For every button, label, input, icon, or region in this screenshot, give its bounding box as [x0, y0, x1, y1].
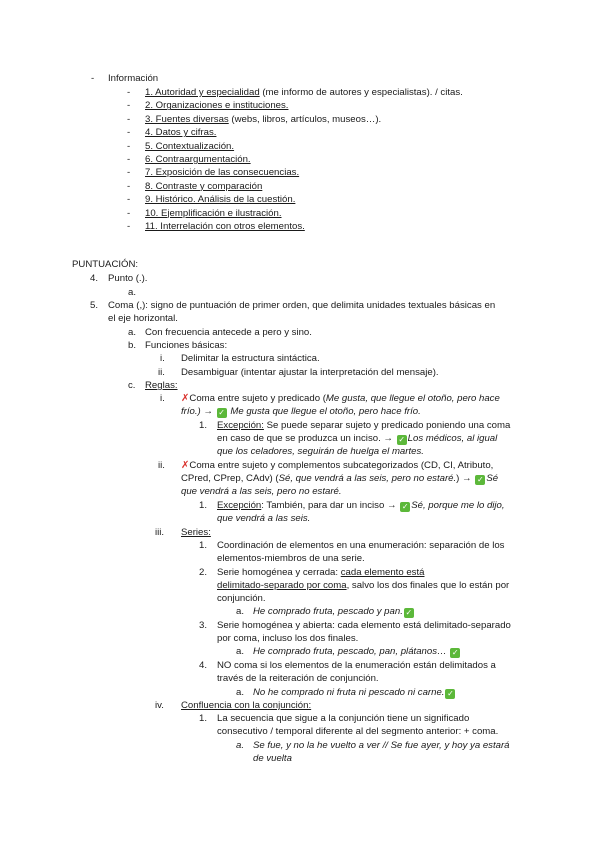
bullet-dash: -: [127, 180, 131, 192]
rule-i-exception-line2: en caso de que se produzca un inciso. → ✓ Los médicos, al igual: [217, 433, 498, 444]
list-marker: 1.: [199, 500, 208, 511]
bullet-dash: -: [127, 87, 131, 98]
item-b-i: Delimitar la estructura sintáctica.: [181, 353, 320, 364]
rule-ii-line2: CPred, CPrep, CAdv) (Sé, que vendrá a las seis, pero no estaré.) → ✓ Sé: [181, 473, 499, 484]
confluencia-1-line2: consecutivo / temporal diferente al del segmento anterior: + coma.: [217, 726, 499, 737]
info-item-link[interactable]: 2. Organizaciones e instituciones.: [145, 100, 289, 112]
check-mark-icon: ✓: [401, 502, 409, 511]
check-mark-icon: ✓: [447, 689, 454, 698]
rule-i-exception-line1: Excepción: Se puede separar sujeto y predicado poniendo una coma: [217, 420, 511, 431]
list-marker: i.: [160, 353, 165, 364]
list-marker: a.: [236, 606, 245, 617]
bullet-dash: -: [127, 140, 131, 152]
series-1-line1: Coordinación de elementos en una enumeración: separación de los: [217, 540, 505, 551]
info-list-item: [145, 113, 381, 126]
list-marker: 1.: [199, 713, 208, 724]
list-marker: ii.: [158, 367, 165, 378]
cross-mark-icon: ✗: [181, 393, 190, 404]
section-heading-puntuacion: PUNTUACIÓN:: [72, 259, 139, 270]
list-marker: 1.: [199, 420, 208, 431]
info-list-item: [145, 86, 463, 99]
bullet-dash: -: [127, 207, 131, 219]
rule-iv-confluencia: Confluencia con la conjunción:: [181, 700, 312, 711]
series-3-example: He comprado fruta, pescado, pan, plátanos… ✓: [253, 646, 459, 657]
bullet-dash: -: [127, 154, 131, 165]
item-coma-line2: el eje horizontal.: [108, 313, 178, 324]
check-mark-icon: ✓: [476, 475, 484, 484]
info-item-link[interactable]: 3. Fuentes diversas: [145, 113, 229, 125]
list-marker: a.: [236, 740, 245, 751]
rule-ii-line3: que vendrá a las seis, pero no estaré.: [181, 486, 342, 497]
list-marker: 2.: [199, 567, 208, 578]
list-marker: iii.: [155, 527, 165, 538]
info-list-item: [145, 140, 234, 153]
rule-ii-exception-line2: que vendrá a las seis.: [217, 513, 311, 524]
info-item-link[interactable]: 10. Ejemplificación e ilustración.: [145, 207, 282, 219]
series-2-example: He comprado fruta, pescado y pan. ✓: [253, 606, 413, 617]
check-mark-icon: ✓: [398, 435, 406, 444]
confluencia-1-line1: La secuencia que sigue a la conjunción tiene un significado: [217, 713, 470, 724]
info-item-note: (webs, libros, artículos, museos…).: [228, 113, 382, 125]
rule-i-line1: ✗Coma entre sujeto y predicado (Me gusta, que llegue el otoño, pero hace: [181, 393, 500, 404]
bullet-dash: -: [127, 100, 131, 112]
info-item-link[interactable]: 4. Datos y cifras.: [145, 127, 217, 139]
info-item-link[interactable]: 6. Contraargumentación.: [145, 154, 251, 165]
rule-iii-series: Series:: [181, 527, 211, 538]
info-list-item: [145, 193, 295, 206]
item-b-ii: Desambiguar (intentar ajustar la interpretación del mensaje).: [181, 367, 439, 378]
info-item-link[interactable]: 9. Histórico. Análisis de la cuestión.: [145, 194, 296, 206]
rule-ii-line1: ✗Coma entre sujeto y complementos subcategorizados (CD, CI, Atributo,: [181, 460, 494, 471]
series-1-line2: elementos-miembros de una serie.: [217, 553, 365, 564]
bullet-dash: -: [127, 113, 131, 125]
check-mark-icon: ✓: [405, 608, 413, 617]
check-mark-icon: ✓: [451, 648, 459, 657]
info-item-link[interactable]: 7. Exposición de las consecuencias.: [145, 167, 300, 179]
series-2-line3: conjunción.: [217, 593, 266, 604]
bullet-dash: -: [127, 194, 131, 206]
bullet-dash: -: [127, 127, 131, 139]
info-item-link[interactable]: 8. Contraste y comparación: [145, 180, 263, 192]
series-4-example: No he comprado ni fruta ni pescado ni carne. ✓: [253, 687, 454, 698]
list-marker: a.: [236, 687, 245, 698]
list-marker: 4.: [90, 273, 99, 284]
list-marker: i.: [160, 393, 165, 404]
list-marker: a.: [128, 287, 137, 298]
rule-i-line2: frío.) → ✓ Me gusta que llegue el otoño, pero hace frío.: [181, 406, 421, 417]
info-item-link[interactable]: 11. Interrelación con otros elementos.: [145, 221, 305, 232]
cross-mark-icon: ✗: [181, 460, 190, 471]
bullet-dash: -: [127, 221, 131, 232]
confluencia-1-example-line1: Se fue, y no la he vuelto a ver // Se fue ayer, y hoy ya estará: [253, 740, 510, 751]
list-marker: ii.: [158, 460, 165, 471]
list-marker: b.: [128, 340, 137, 351]
info-list-item: [145, 153, 251, 166]
bullet-dash: -: [91, 73, 95, 84]
list-marker: a.: [236, 646, 245, 657]
series-3-line2: por coma, incluso los dos finales.: [217, 633, 359, 644]
info-item-link[interactable]: 5. Contextualización.: [145, 140, 235, 152]
item-c-reglas: Reglas:: [145, 380, 178, 391]
list-marker: iv.: [155, 700, 164, 711]
item-b: Funciones básicas:: [145, 340, 228, 351]
item-punto: Punto (.).: [108, 273, 148, 284]
item-a: Con frecuencia antecede a pero y sino.: [145, 327, 312, 338]
info-item-link[interactable]: 1. Autoridad y especialidad: [145, 87, 260, 98]
check-mark-icon: ✓: [218, 408, 225, 417]
confluencia-1-example-line2: de vuelta: [253, 753, 292, 764]
item-coma-line1: Coma (,): signo de puntuación de primer orden, que delimita unidades textuales básicas en: [108, 300, 496, 311]
info-list-item: [145, 180, 262, 193]
info-list-item: [145, 166, 299, 179]
series-4-line2: través de la reiteración de conjunción.: [217, 673, 379, 684]
info-list-item: [145, 220, 305, 233]
rule-i-exception-line3: que los celadores, seguirán de huelga el martes.: [217, 446, 424, 457]
series-2-line2: delimitado-separado por coma, salvo los dos finales que lo están por: [217, 580, 510, 591]
list-marker: 1.: [199, 540, 208, 551]
list-marker: 3.: [199, 620, 208, 631]
series-4-line1: NO coma si los elementos de la enumeración están delimitados a: [217, 660, 496, 671]
bullet-dash: -: [127, 167, 131, 179]
info-list-item: [145, 207, 282, 220]
list-marker: c.: [128, 380, 136, 391]
info-item-note: (me informo de autores y especialistas). / citas.: [259, 87, 463, 98]
info-list-item: [145, 99, 288, 112]
section-title-informacion: Información: [108, 73, 159, 84]
list-marker: 5.: [90, 300, 99, 311]
list-marker: 4.: [199, 660, 208, 671]
info-list-item: [145, 126, 216, 139]
list-marker: a.: [128, 327, 137, 338]
series-2-line1: Serie homogénea y cerrada: cada elemento está: [217, 567, 425, 578]
series-3-line1: Serie homogénea y abierta: cada elemento está delimitado-separado: [217, 620, 511, 631]
rule-ii-exception-line1: Excepción: También, para dar un inciso → ✓ Sé, porque me lo dijo,: [217, 500, 505, 511]
